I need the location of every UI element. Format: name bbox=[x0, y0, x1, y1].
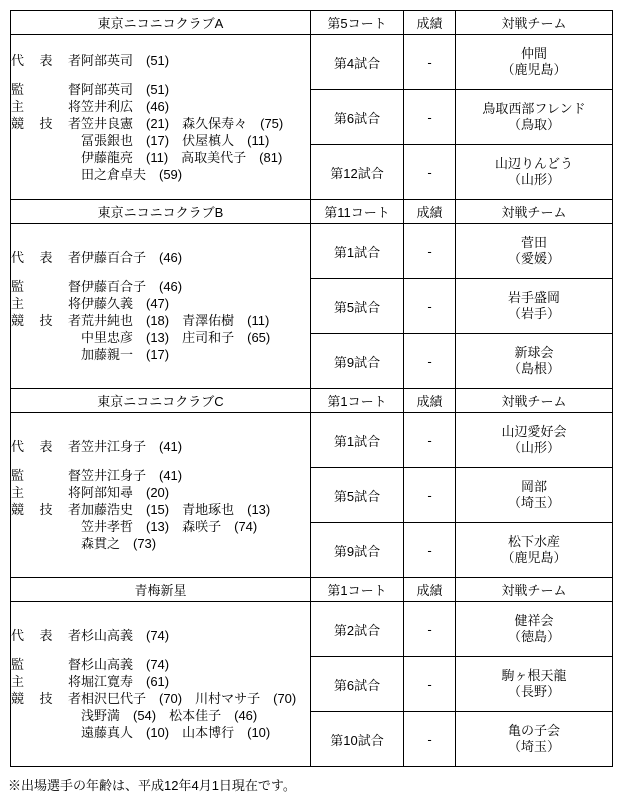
opponent-prefecture: （愛媛） bbox=[507, 251, 560, 266]
match-number: 第12試合 bbox=[311, 145, 404, 200]
opponent-name: 亀の子会 bbox=[507, 723, 560, 738]
opponent-cell bbox=[456, 602, 613, 657]
match-number: 第1試合 bbox=[311, 413, 404, 468]
roster-members: 笠井利広 (46) bbox=[81, 98, 170, 114]
result-header: 成績 bbox=[404, 578, 456, 602]
court-header: 第1コート bbox=[311, 578, 404, 602]
opponent-prefecture: （岩手） bbox=[507, 306, 560, 321]
match-row bbox=[11, 413, 613, 468]
court-header: 第5コート bbox=[311, 11, 404, 35]
roster-members: 相沢巳代子 (70) 川村マサ子 (70) bbox=[81, 691, 297, 706]
team-name: 東京ニコニコクラブB bbox=[11, 200, 311, 224]
roster-members: 阿部知尋 (20) bbox=[81, 485, 170, 500]
opponent-cell bbox=[456, 413, 613, 468]
roster-role-label bbox=[11, 166, 81, 183]
match-number: 第10試合 bbox=[311, 712, 404, 767]
opponent-cell bbox=[456, 334, 613, 389]
roster-line bbox=[11, 81, 310, 98]
court-header: 第11コート bbox=[311, 200, 404, 224]
match-result: - bbox=[404, 90, 456, 145]
opponent-header: 対戦チーム bbox=[456, 578, 613, 602]
roster-members: 阿部英司 (51) bbox=[81, 52, 170, 68]
match-result: - bbox=[404, 35, 456, 90]
roster-role-label bbox=[11, 329, 81, 346]
match-number: 第6試合 bbox=[311, 90, 404, 145]
match-number: 第2試合 bbox=[311, 602, 404, 657]
opponent-prefecture: （鹿児島） bbox=[501, 550, 567, 565]
result-header: 成績 bbox=[404, 200, 456, 224]
roster-line bbox=[11, 52, 310, 69]
match-result: - bbox=[404, 523, 456, 578]
roster-line bbox=[11, 295, 310, 312]
roster-line bbox=[11, 707, 310, 724]
match-number: 第5試合 bbox=[311, 468, 404, 523]
match-row bbox=[11, 602, 613, 657]
opponent-header: 対戦チーム bbox=[456, 11, 613, 35]
match-result: - bbox=[404, 712, 456, 767]
roster-members: 笠井江身子 (41) bbox=[81, 439, 183, 454]
opponent-prefecture: （長野） bbox=[507, 684, 560, 699]
roster-members: 伊藤久義 (47) bbox=[81, 296, 170, 311]
team-name: 青梅新星 bbox=[11, 578, 311, 602]
opponent-prefecture: （徳島） bbox=[507, 629, 560, 644]
opponent-name: 鳥取西部フレンド bbox=[482, 101, 586, 116]
roster-role-label: 競 技 者 bbox=[11, 502, 81, 517]
roster-line bbox=[11, 535, 310, 552]
roster-members: 堀江寛寿 (61) bbox=[81, 674, 170, 689]
roster-members: 杉山高義 (74) bbox=[81, 657, 170, 672]
roster-members: 笠井良憲 (21) 森久保寿々 (75) bbox=[81, 115, 284, 131]
match-number: 第6試合 bbox=[311, 657, 404, 712]
match-row bbox=[11, 224, 613, 279]
opponent-prefecture: （島根） bbox=[507, 361, 560, 376]
roster-members: 冨張銀也 (17) 伏屋槙人 (11) bbox=[81, 132, 270, 148]
roster-members: 荒井純也 (18) 青澤佑樹 (11) bbox=[81, 313, 270, 328]
opponent-prefecture: （鹿児島） bbox=[501, 62, 567, 77]
roster-line bbox=[11, 673, 310, 690]
opponent-name: 岩手盛岡 bbox=[507, 290, 560, 305]
opponent-cell bbox=[456, 224, 613, 279]
roster-role-label: 主 将 bbox=[11, 98, 81, 114]
team-name: 東京ニコニコクラブC bbox=[11, 389, 311, 413]
roster-members: 田之倉卓夫 (59) bbox=[81, 166, 183, 182]
opponent-cell bbox=[456, 90, 613, 145]
roster-role-label: 監 督 bbox=[11, 657, 81, 672]
roster-role-label: 監 督 bbox=[11, 468, 81, 483]
opponent-name: 新球会 bbox=[514, 345, 554, 360]
roster-line bbox=[11, 115, 310, 132]
result-header: 成績 bbox=[404, 11, 456, 35]
roster-line bbox=[11, 312, 310, 329]
roster-members: 加藤浩史 (15) 青地琢也 (13) bbox=[81, 502, 271, 517]
roster-line bbox=[11, 627, 310, 644]
match-result: - bbox=[404, 279, 456, 334]
roster-members: 笠井孝哲 (13) 森咲子 (74) bbox=[81, 519, 258, 534]
roster-members: 笠井江身子 (41) bbox=[81, 468, 183, 483]
roster-role-label bbox=[11, 132, 81, 149]
roster-members: 浅野満 (54) 松本佳子 (46) bbox=[81, 708, 258, 723]
roster-line bbox=[11, 132, 310, 149]
opponent-name: 健祥会 bbox=[514, 613, 554, 628]
match-row bbox=[11, 35, 613, 90]
opponent-cell bbox=[456, 523, 613, 578]
roster-line bbox=[11, 346, 310, 363]
opponent-cell bbox=[456, 279, 613, 334]
match-result: - bbox=[404, 602, 456, 657]
roster-line bbox=[11, 98, 310, 115]
roster-role-label bbox=[11, 724, 81, 741]
roster-line bbox=[11, 438, 310, 455]
match-result: - bbox=[404, 413, 456, 468]
roster-line bbox=[11, 149, 310, 166]
opponent-prefecture: （埼玉） bbox=[507, 739, 560, 754]
match-number: 第1試合 bbox=[311, 224, 404, 279]
opponent-name: 松下水産 bbox=[507, 534, 560, 549]
roster-line bbox=[11, 278, 310, 295]
roster-role-label: 競 技 者 bbox=[11, 691, 81, 706]
roster-members: 森貫之 (73) bbox=[81, 536, 157, 551]
match-result: - bbox=[404, 334, 456, 389]
roster-members: 中里忠彦 (13) 庄司和子 (65) bbox=[81, 330, 271, 345]
opponent-cell bbox=[456, 657, 613, 712]
roster-line bbox=[11, 501, 310, 518]
roster-role-label: 競 技 者 bbox=[11, 115, 81, 131]
opponent-prefecture: （埼玉） bbox=[507, 495, 560, 510]
roster-role-label: 監 督 bbox=[11, 81, 81, 97]
roster-role-label bbox=[11, 707, 81, 724]
opponent-header: 対戦チーム bbox=[456, 200, 613, 224]
block-header-row bbox=[11, 11, 613, 35]
block-header-row bbox=[11, 200, 613, 224]
roster-line bbox=[11, 484, 310, 501]
opponent-cell bbox=[456, 468, 613, 523]
roster-line bbox=[11, 249, 310, 266]
roster-line bbox=[11, 467, 310, 484]
block-header-row bbox=[11, 578, 613, 602]
roster-members: 伊藤龍亮 (11) 高取美代子 (81) bbox=[81, 149, 283, 165]
opponent-name: 駒ヶ根天龍 bbox=[501, 668, 567, 683]
roster-cell bbox=[11, 413, 311, 578]
match-number: 第9試合 bbox=[311, 523, 404, 578]
opponent-prefecture: （鳥取） bbox=[507, 117, 560, 132]
team-name: 東京ニコニコクラブA bbox=[11, 11, 311, 35]
match-result: - bbox=[404, 468, 456, 523]
opponent-name: 岡部 bbox=[520, 479, 547, 494]
roster-role-label: 代 表 者 bbox=[11, 250, 81, 265]
opponent-cell bbox=[456, 145, 613, 200]
roster-cell bbox=[11, 602, 311, 767]
opponent-name: 仲間 bbox=[520, 46, 547, 61]
roster-members: 加藤親一 (17) bbox=[81, 347, 170, 362]
match-result: - bbox=[404, 657, 456, 712]
roster-members: 杉山高義 (74) bbox=[81, 628, 170, 643]
opponent-header: 対戦チーム bbox=[456, 389, 613, 413]
roster-cell bbox=[11, 35, 311, 200]
roster-role-label bbox=[11, 346, 81, 363]
roster-members: 阿部英司 (51) bbox=[81, 81, 170, 97]
roster-members: 遠藤真人 (10) 山本博行 (10) bbox=[81, 725, 271, 740]
roster-role-label: 代 表 者 bbox=[11, 439, 81, 454]
roster-cell bbox=[11, 224, 311, 389]
roster-role-label: 代 表 者 bbox=[11, 52, 81, 68]
roster-role-label: 主 将 bbox=[11, 296, 81, 311]
court-header: 第1コート bbox=[311, 389, 404, 413]
roster-role-label: 監 督 bbox=[11, 279, 81, 294]
result-header: 成績 bbox=[404, 389, 456, 413]
match-number: 第4試合 bbox=[311, 35, 404, 90]
roster-members: 伊藤百合子 (46) bbox=[81, 279, 183, 294]
match-result: - bbox=[404, 145, 456, 200]
roster-line bbox=[11, 166, 310, 183]
roster-line bbox=[11, 329, 310, 346]
roster-line bbox=[11, 656, 310, 673]
tournament-table bbox=[10, 10, 613, 767]
roster-role-label: 競 技 者 bbox=[11, 313, 81, 328]
roster-members: 伊藤百合子 (46) bbox=[81, 250, 183, 265]
match-result: - bbox=[404, 224, 456, 279]
footnote: ※出場選手の年齢は、平成12年4月1日現在です。 bbox=[8, 778, 296, 793]
match-number: 第5試合 bbox=[311, 279, 404, 334]
opponent-prefecture: （山形） bbox=[507, 172, 560, 187]
roster-role-label bbox=[11, 535, 81, 552]
block-header-row bbox=[11, 389, 613, 413]
roster-line bbox=[11, 690, 310, 707]
roster-role-label bbox=[11, 149, 81, 166]
opponent-name: 菅田 bbox=[520, 235, 547, 250]
roster-role-label: 主 将 bbox=[11, 674, 81, 689]
roster-line bbox=[11, 724, 310, 741]
opponent-cell bbox=[456, 35, 613, 90]
opponent-cell bbox=[456, 712, 613, 767]
match-number: 第9試合 bbox=[311, 334, 404, 389]
roster-role-label bbox=[11, 518, 81, 535]
opponent-prefecture: （山形） bbox=[507, 440, 560, 455]
roster-role-label: 代 表 者 bbox=[11, 628, 81, 643]
opponent-name: 山辺りんどう bbox=[494, 156, 573, 171]
roster-line bbox=[11, 518, 310, 535]
opponent-name: 山辺愛好会 bbox=[501, 424, 567, 439]
roster-role-label: 主 将 bbox=[11, 485, 81, 500]
